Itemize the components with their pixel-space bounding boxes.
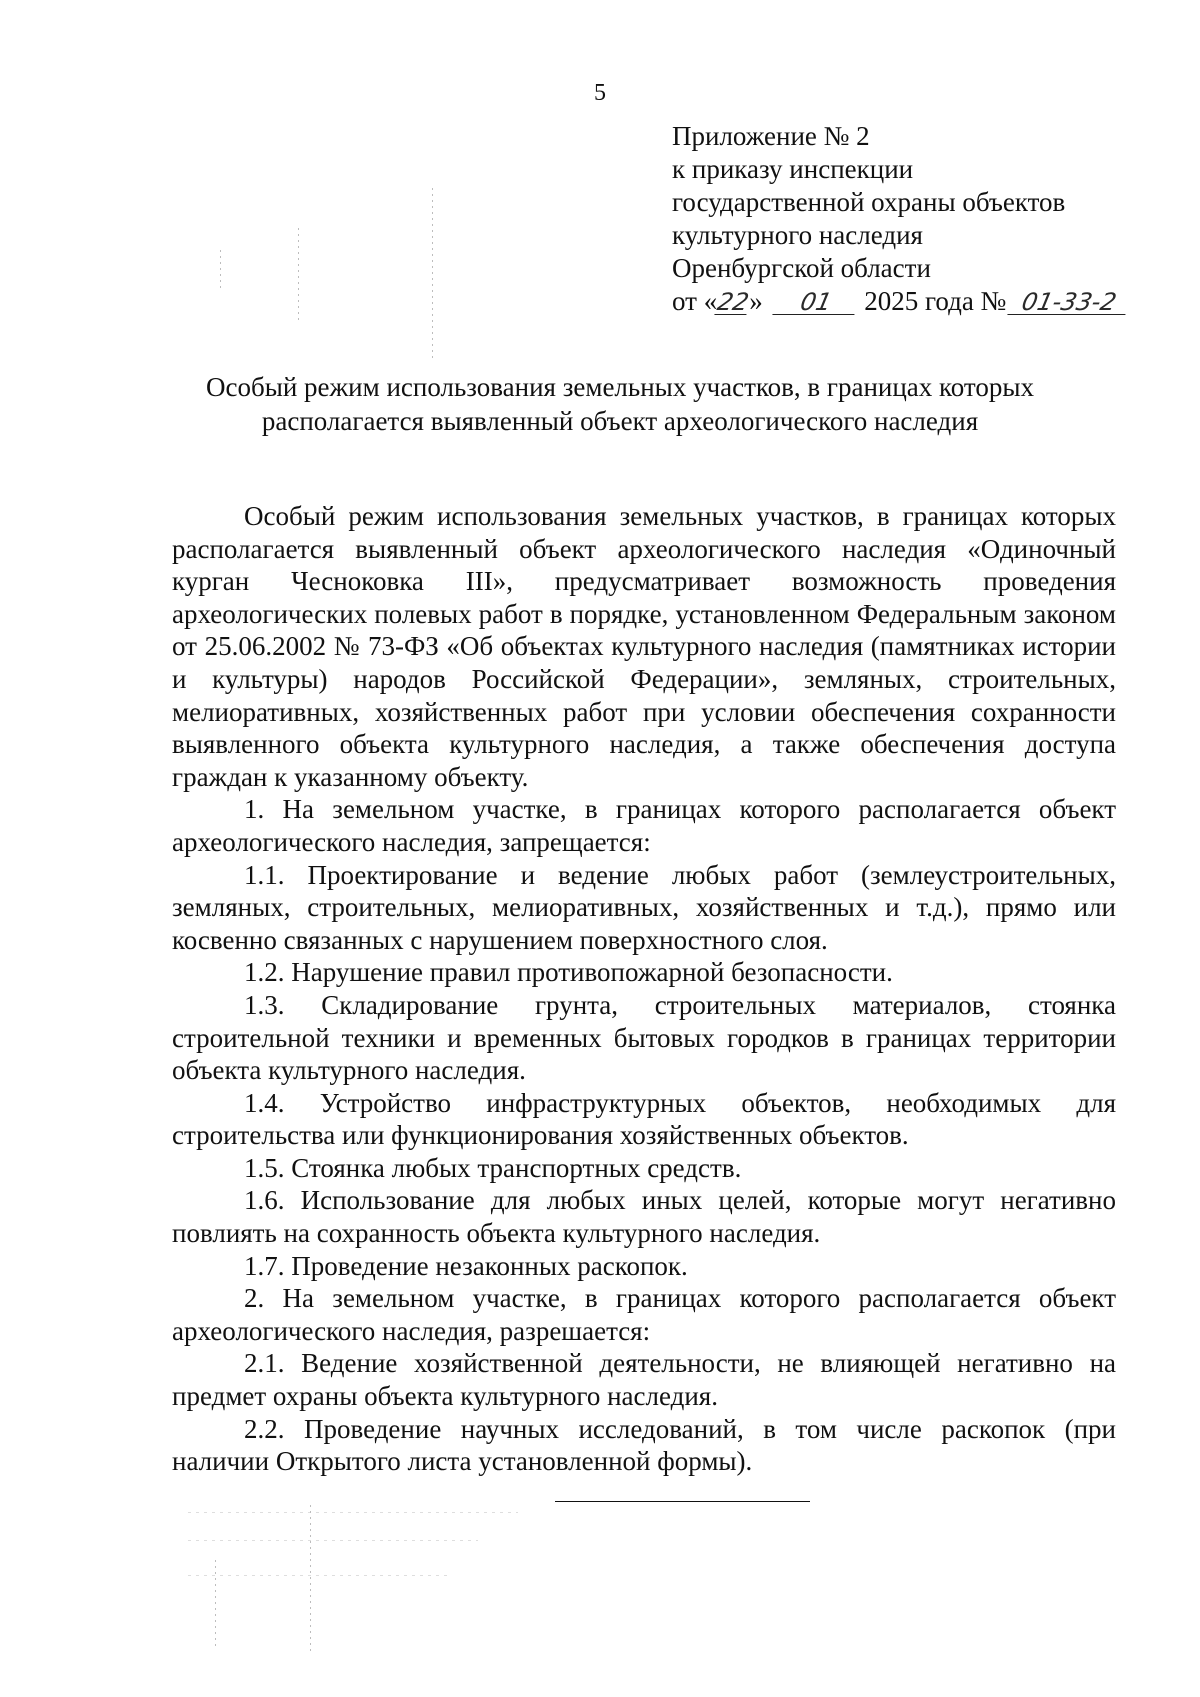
date-prefix: от « [672, 286, 718, 316]
scan-artifact [298, 228, 299, 323]
paragraph-1: 1. На земельном участке, в границах которого располагается объект археологического наследия, запрещается: [172, 794, 1116, 857]
closing-rule [555, 1501, 810, 1502]
paragraph-2: 2. На земельном участке, в границах которого располагается объект археологического наследия, разрешается: [172, 1283, 1116, 1346]
page-number: 5 [594, 80, 606, 106]
annex-date-line [672, 285, 1142, 318]
paragraph-1-3: 1.3. Складирование грунта, строительных материалов, стоянка строительной техники и временных бытовых городков в границах территории объекта культурного наследия. [172, 989, 1116, 1086]
handwritten-month: 01 [773, 290, 860, 315]
title-line: Особый режим использования земельных участков, в границах которых [205, 372, 1035, 402]
scan-artifact [188, 1575, 448, 1576]
date-year: 2025 года № [864, 286, 1007, 316]
document-title [170, 370, 1070, 438]
annex-line: государственной охраны объектов [672, 187, 1066, 217]
paragraph-1-2: 1.2. Нарушение правил противопожарной безопасности. [244, 957, 893, 988]
scan-artifact [432, 188, 433, 358]
annex-line: культурного наследия [672, 220, 923, 250]
scan-artifact [188, 1512, 518, 1513]
paragraph-1-7: 1.7. Проведение незаконных раскопок. [244, 1250, 688, 1281]
document-body [172, 500, 1116, 1478]
paragraph-1-4: 1.4. Устройство инфраструктурных объектов, необходимых для строительства или функционирования хозяйственных объектов. [172, 1087, 1116, 1151]
scan-artifact [310, 1505, 311, 1655]
title-line: располагается выявленный объект археологического наследия [261, 406, 979, 436]
handwritten-day: 22 [715, 288, 752, 316]
annex-line: Оренбургской области [672, 253, 931, 283]
paragraph-2-1: 2.1. Ведение хозяйственной деятельности, не влияющей негативно на предмет охраны объекта культурного наследия. [172, 1348, 1116, 1412]
annex-header [672, 120, 1142, 318]
paragraph-2-2: 2.2. Проведение научных исследований, в том числе раскопок (при наличии Открытого листа установленной формы). [172, 1413, 1116, 1477]
scan-artifact [220, 250, 221, 290]
paragraph-1-6: 1.6. Использование для любых иных целей, которые могут негативно повлиять на сохранность объекта культурного наследия. [172, 1185, 1116, 1249]
annex-line: к приказу инспекции [672, 154, 914, 184]
paragraph-intro: Особый режим использования земельных участков, в границах которых располагается выявленный объект археологического наследия «Одиночный курган Чесноковка III», предусматривает возможность проведения археологических полевых работ в порядке, установленном Федеральным законом от 25.06.2002 № 73-ФЗ «Об объектах культурного наследия (памятниках истории и культуры) народов Российской Федерации», земляных, строительных, мелиоративных, хозяйственных работ при условии обеспечения сохранности выявленного объекта культурного наследия, а также обеспечения доступа граждан к указанному объекту. [172, 501, 1116, 792]
paragraph-1-5: 1.5. Стоянка любых транспортных средств. [244, 1152, 742, 1183]
date-separator: » [749, 286, 763, 316]
scan-artifact [188, 1540, 478, 1541]
scan-artifact [215, 1560, 216, 1650]
paragraph-1-1: 1.1. Проектирование и ведение любых работ (землеустроительных, земляных, строительных, мелиоративных, хозяйственных и т.д.), прямо или косвенно связанных с нарушением поверхностного слоя. [172, 859, 1116, 955]
annex-line: Приложение № 2 [672, 121, 870, 151]
handwritten-order-number: 01-33-2 [1008, 290, 1131, 315]
